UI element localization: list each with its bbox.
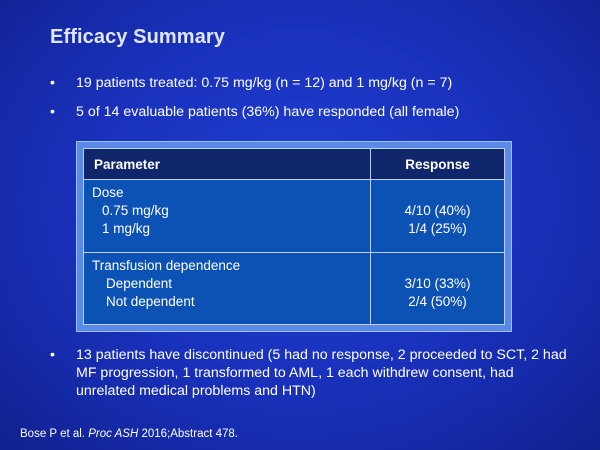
bottom-bullet-list — [50, 346, 570, 400]
bullet-text: 19 patients treated: 0.75 mg/kg (n = 12) and 1 mg/kg (n = 7) — [76, 75, 453, 91]
bullet-item — [50, 74, 570, 92]
header-response: Response — [371, 149, 505, 180]
reference-journal: Proc ASH — [88, 428, 139, 440]
bullet-text: 5 of 14 evaluable patients (36%) have responded (all female) — [76, 104, 460, 120]
slide-title: Efficacy Summary — [50, 26, 226, 48]
bullet-item — [50, 103, 570, 121]
table-header-row — [84, 149, 505, 180]
table-row-transfusion — [84, 252, 505, 325]
row-label: Dependent — [106, 275, 173, 291]
row-value: 2/4 (50%) — [408, 293, 467, 309]
group-label: Transfusion dependence — [92, 257, 241, 273]
transfusion-response-cell — [371, 252, 505, 325]
bullet-item — [50, 346, 570, 400]
table-row-dose — [84, 180, 505, 253]
reference-rest: 2016;Abstract 478. — [138, 428, 238, 440]
bullet-text: 13 patients have discontinued (5 had no response, 2 proceeded to SCT, 2 had MF progression, 1 transformed to AML, 1 each withdrew consent, had unrelated medical problems and HTN) — [76, 347, 567, 399]
response-table — [83, 148, 505, 325]
row-label: 0.75 mg/kg — [102, 203, 169, 218]
dose-param-cell — [84, 180, 371, 253]
bullet-icon: • — [50, 347, 55, 363]
top-bullet-list — [50, 74, 570, 121]
dose-response-cell — [371, 180, 505, 253]
bullet-icon: • — [50, 75, 55, 91]
group-label: Dose — [92, 185, 124, 200]
row-value: 4/10 (40%) — [404, 203, 471, 218]
reference-citation — [20, 428, 238, 440]
row-label: Not dependent — [106, 293, 195, 309]
row-value: 3/10 (33%) — [404, 275, 471, 291]
reference-authors: Bose P et al. — [20, 428, 89, 440]
transfusion-param-cell — [84, 252, 371, 325]
header-parameter: Parameter — [84, 149, 371, 180]
response-table-frame — [76, 141, 512, 332]
row-value: 1/4 (25%) — [408, 221, 467, 236]
row-label: 1 mg/kg — [102, 221, 151, 236]
bullet-icon: • — [50, 104, 55, 120]
